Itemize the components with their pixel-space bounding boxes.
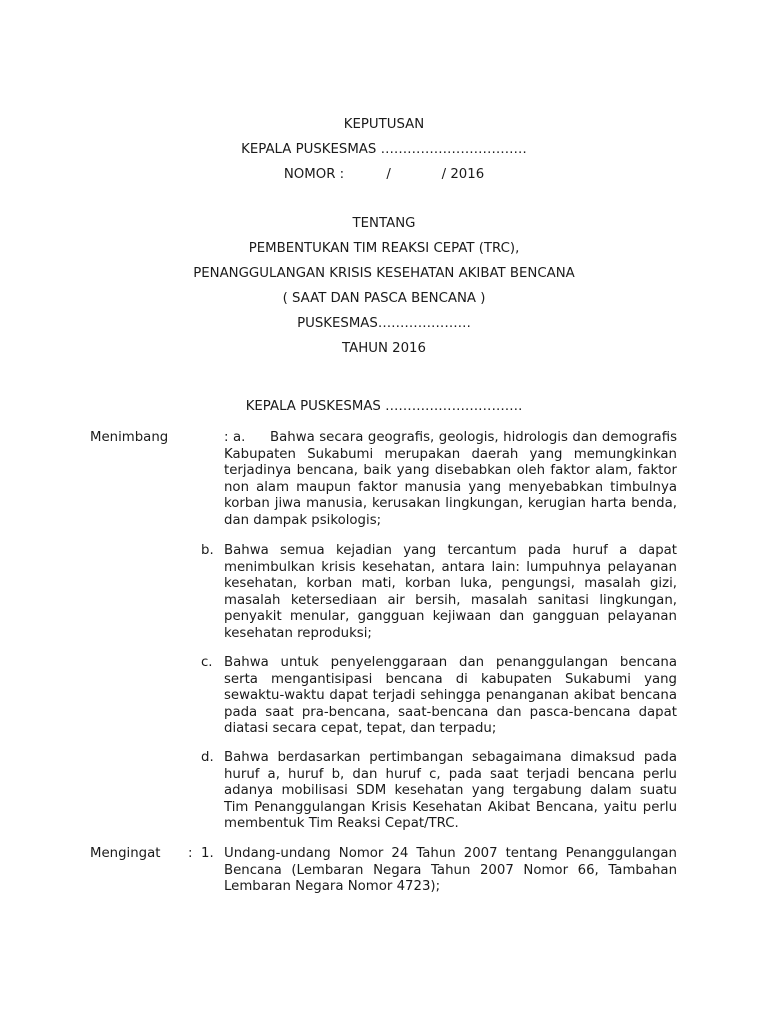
menimbang-marker-b: b. <box>201 543 214 558</box>
signatory-line: KEPALA PUSKESMAS …………………………. <box>245 399 523 414</box>
subject-line-1: PEMBENTUKAN TIM REAKSI CEPAT (TRC), <box>248 241 520 256</box>
menimbang-item-c: Bahwa untuk penyelenggaraan dan penanggulangan bencana serta mengantisipasi bencana di kabupaten Sukabumi yang sewaktu-waktu dapat terjadi sehingga penanganan akibat bencana pada saat pra-bencana, saat-bencana dan pasca-bencana dapat diatasi secara cepat, tepat, dan terpadu; <box>224 655 677 736</box>
document-title: KEPUTUSAN <box>343 117 425 132</box>
issuer-line: KEPALA PUSKESMAS …………………………… <box>241 142 527 157</box>
menimbang-label: Menimbang <box>90 430 169 445</box>
menimbang-colon: : <box>224 430 229 445</box>
menimbang-marker-c: c. <box>201 655 213 670</box>
subject-line-4: PUSKESMAS………………… <box>297 316 471 331</box>
menimbang-item-b: Bahwa semua kejadian yang tercantum pada huruf a dapat menimbulkan krisis kesehatan, antara lain: lumpuhnya pelayanan kesehatan, korban mati, korban luka, pengungsi, masalah gizi, masalah ketersediaan air bersih, masalah sanitasi lingkungan, penyakit menular, gangguan kejiwaan dan gangguan pelayanan kesehatan reproduksi; <box>224 543 677 641</box>
subject-line-2: PENANGGULANGAN KRISIS KESEHATAN AKIBAT BENCANA <box>193 266 575 281</box>
mengingat-item-1: Undang-undang Nomor 24 Tahun 2007 tentang Penanggulangan Bencana (Lembaran Negara Tahun 2007 Nomor 66, Tambahan Lembaran Negara Nomor 4723); <box>224 846 677 894</box>
menimbang-item-a: Bahwa secara geografis, geologis, hidrologis dan demografis Kabupaten Sukabumi merupakan daerah yang memungkinkan terjadinya bencana, baik yang disebabkan oleh faktor alam, faktor non alam maupun faktor manusia yang menyebabkan timbulnya korban jiwa manusia, kerusakan lingkungan, kerugian harta benda, dan dampak psikologis; <box>224 430 677 528</box>
menimbang-marker-d: d. <box>201 750 214 765</box>
mengingat-label: Mengingat <box>90 846 161 861</box>
subject-line-3: ( SAAT DAN PASCA BENCANA ) <box>282 291 486 306</box>
mengingat-marker-1: 1. <box>201 846 214 861</box>
mengingat-colon: : <box>188 846 193 861</box>
menimbang-marker-a: a. <box>233 430 246 445</box>
nomor-line: NOMOR : / / 2016 <box>283 167 485 182</box>
menimbang-item-d: Bahwa berdasarkan pertimbangan sebagaimana dimaksud pada huruf a, huruf b, dan huruf c, pada saat terjadi bencana perlu adanya mobilisasi SDM kesehatan yang tergabung dalam suatu Tim Penanggulangan Krisis Kesehatan Akibat Bencana, yaitu perlu membentuk Tim Reaksi Cepat/TRC. <box>224 750 677 831</box>
year-line: TAHUN 2016 <box>342 341 426 356</box>
tentang-heading: TENTANG <box>352 216 416 231</box>
